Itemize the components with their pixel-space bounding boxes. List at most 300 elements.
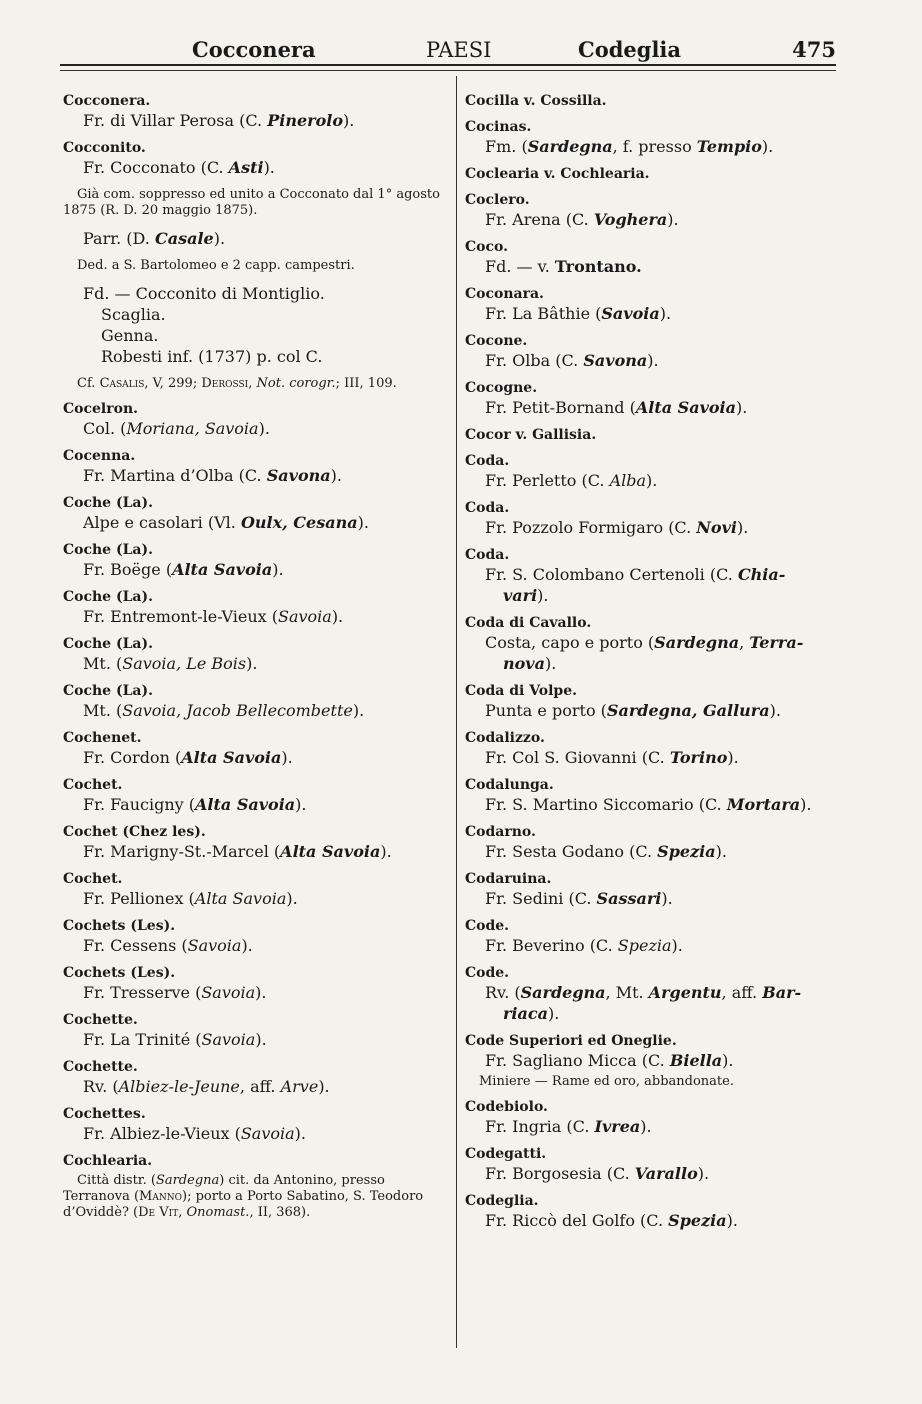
- text-segment: Fr. Faucigny (: [83, 795, 196, 814]
- text-segment: Fr. La Bâthie (: [485, 304, 602, 323]
- text-segment: ,: [248, 376, 257, 391]
- text-segment: vari: [503, 586, 538, 605]
- dictionary-entry: [465, 1146, 835, 1184]
- text-segment: Alba: [609, 471, 647, 490]
- text-segment: ).: [659, 304, 672, 323]
- dictionary-entry: [63, 93, 445, 131]
- entry-line: [465, 1163, 835, 1184]
- text-segment: Mt. (: [83, 654, 123, 673]
- entry-line: [465, 303, 835, 324]
- entry-headword: Code.: [465, 965, 510, 981]
- entry-headword: Coche (La).: [63, 589, 154, 605]
- text-segment: De Vit: [138, 1205, 179, 1220]
- text-segment: nova: [503, 654, 545, 673]
- text-segment: Rv. (: [83, 1077, 119, 1096]
- text-segment: Cf.: [77, 376, 100, 391]
- dictionary-entry: [63, 1059, 445, 1097]
- entry-note: [63, 1173, 445, 1221]
- entry-headword: Coche (La).: [63, 636, 154, 652]
- text-segment: Mt. (: [83, 701, 123, 720]
- dictionary-entry: [465, 239, 835, 277]
- entry-line: [63, 1123, 445, 1144]
- right-column: [465, 93, 835, 1231]
- text-segment: ).: [255, 983, 267, 1002]
- text-segment: Savoia, Le Bois: [122, 654, 247, 673]
- text-segment: ).: [726, 1211, 738, 1230]
- entry-headword: Cochlearia.: [63, 1153, 153, 1169]
- text-segment: Fr. Arena (C.: [485, 210, 594, 229]
- text-segment: Sardegna: [654, 633, 740, 652]
- header-rule-thin: [60, 70, 836, 71]
- entry-line: [63, 1029, 445, 1050]
- dictionary-entry: [465, 871, 835, 909]
- text-segment: Alta Savoia: [280, 842, 381, 861]
- entry-line: [63, 346, 445, 367]
- text-segment: ).: [800, 795, 812, 814]
- text-segment: Fr. Borgosesia (C.: [485, 1164, 635, 1183]
- left-column: [63, 93, 445, 1221]
- entry-headword: Coda di Cavallo.: [465, 615, 592, 631]
- text-segment: , f. presso: [612, 137, 697, 156]
- text-segment: ).: [667, 210, 679, 229]
- entry-line: [63, 653, 445, 674]
- entry-headword: Cocone.: [465, 333, 528, 349]
- text-segment: Sardegna: [155, 1173, 220, 1188]
- dictionary-entry: [465, 730, 835, 768]
- dictionary-entry: [63, 1012, 445, 1050]
- text-segment: ).: [727, 748, 739, 767]
- dictionary-entry: [465, 192, 835, 230]
- text-segment: ).: [272, 560, 284, 579]
- text-segment: Manno: [139, 1189, 182, 1204]
- entry-line: [465, 350, 835, 371]
- text-segment: ).: [286, 889, 298, 908]
- entry-headword: Cochette.: [63, 1059, 138, 1075]
- text-segment: Fr. Cessens (: [83, 936, 188, 955]
- entry-line: [465, 794, 835, 815]
- dictionary-entry: [63, 965, 445, 1003]
- entry-line: [63, 228, 445, 249]
- entry-line: [465, 564, 835, 585]
- dictionary-entry: [63, 730, 445, 768]
- column-divider: [456, 76, 457, 1348]
- text-segment: Savoia, Jacob Bellecombette: [122, 701, 353, 720]
- entry-headword: Code Superiori ed Oneglie.: [465, 1033, 677, 1049]
- entry-line: [465, 585, 835, 606]
- text-segment: Punta e porto (: [485, 701, 607, 720]
- text-segment: ).: [671, 936, 683, 955]
- text-segment: Biella: [669, 1051, 723, 1070]
- entry-line: [63, 110, 445, 131]
- dictionary-entry: [63, 495, 445, 533]
- text-segment: Chia-: [737, 565, 786, 584]
- entry-line: [465, 470, 835, 491]
- entry-line: [63, 794, 445, 815]
- dictionary-entry: [465, 824, 835, 862]
- dictionary-entry: [63, 824, 445, 862]
- text-segment: Casale: [154, 229, 214, 248]
- entry-headword: Coclearia v. Cochlearia.: [465, 166, 650, 182]
- text-segment: , aff.: [721, 983, 763, 1002]
- text-segment: Onomast.: [186, 1205, 250, 1220]
- text-segment: Fr. Sesta Godano (C.: [485, 842, 658, 861]
- text-segment: ).: [697, 1164, 710, 1183]
- text-segment: Spezia: [617, 936, 672, 955]
- entry-line: [63, 283, 445, 304]
- text-segment: , aff.: [239, 1077, 281, 1096]
- dictionary-entry: [465, 333, 835, 371]
- text-segment: Fd. — v.: [485, 257, 555, 276]
- entry-line: [63, 1076, 445, 1097]
- text-segment: Fr. Riccò del Golfo (C.: [485, 1211, 669, 1230]
- entry-line: [465, 935, 835, 956]
- text-segment: Savoia: [201, 983, 256, 1002]
- dictionary-entry: [465, 547, 835, 606]
- entry-line: [465, 700, 835, 721]
- text-segment: Fr. S. Martino Siccomario (C.: [485, 795, 727, 814]
- entry-headword: Cochets (Les).: [63, 918, 176, 934]
- text-segment: ; III, 109.: [335, 376, 397, 391]
- entry-line: [63, 888, 445, 909]
- header-right-word: Codeglia: [578, 37, 682, 62]
- entry-line: [63, 465, 445, 486]
- entry-line: [63, 559, 445, 580]
- text-segment: Savoia: [240, 1124, 295, 1143]
- text-segment: Terra-: [749, 633, 804, 652]
- text-segment: Torino: [669, 748, 728, 767]
- entry-line: [465, 841, 835, 862]
- dictionary-entry: [465, 453, 835, 491]
- text-segment: Sassari: [596, 889, 662, 908]
- dictionary-entry: [63, 228, 445, 249]
- text-segment: ).: [246, 654, 258, 673]
- text-segment: ).: [544, 654, 557, 673]
- entry-headword: Cochettes.: [63, 1106, 146, 1122]
- text-segment: Fr. Petit-Bornand (: [485, 398, 636, 417]
- dictionary-entry: [63, 258, 445, 274]
- entry-headword: Cocor v. Gallisia.: [465, 427, 597, 443]
- text-segment: Pinerolo: [267, 111, 344, 130]
- text-segment: ).: [380, 842, 392, 861]
- text-segment: Robesti inf. (1737) p. col C.: [101, 347, 323, 366]
- text-segment: Oulx, Cesana: [240, 513, 358, 532]
- text-segment: ).: [241, 936, 253, 955]
- text-segment: ).: [213, 229, 226, 248]
- dictionary-entry: [63, 1153, 445, 1221]
- dictionary-entry: [465, 166, 835, 183]
- dictionary-entry: [63, 589, 445, 627]
- page-number: 475: [792, 37, 836, 62]
- dictionary-entry: [63, 871, 445, 909]
- header-left-word: Cocconera: [192, 37, 316, 62]
- entry-headword: Cocilla v. Cossilla.: [465, 93, 607, 109]
- entry-line: [63, 606, 445, 627]
- dictionary-entry: [63, 683, 445, 721]
- text-segment: Savoia: [187, 936, 242, 955]
- entry-line: [63, 512, 445, 533]
- dictionary-entry: [465, 1033, 835, 1090]
- entry-headword: Cocinas.: [465, 119, 532, 135]
- entry-headword: Codalizzo.: [465, 730, 545, 746]
- text-segment: Fr. Pellionex (: [83, 889, 195, 908]
- entry-line: [465, 632, 835, 653]
- dictionary-entry: [63, 401, 445, 439]
- text-segment: ).: [295, 795, 307, 814]
- entry-headword: Coda.: [465, 453, 510, 469]
- dictionary-entry: [465, 286, 835, 324]
- entry-headword: Cochet (Chez les).: [63, 824, 206, 840]
- dictionary-entry: [63, 542, 445, 580]
- text-segment: Fr. S. Colombano Certenoli (C.: [485, 565, 738, 584]
- entry-line: [63, 841, 445, 862]
- text-segment: Savoia: [277, 607, 332, 626]
- text-segment: Rv. (: [485, 983, 521, 1002]
- entry-line: [63, 418, 445, 439]
- entry-line: [465, 1210, 835, 1231]
- text-segment: ).: [357, 513, 369, 532]
- text-segment: Fr. Col S. Giovanni (C.: [485, 748, 670, 767]
- dictionary-entry: [465, 965, 835, 1024]
- text-segment: Argentu: [648, 983, 722, 1002]
- text-segment: , Mt.: [605, 983, 649, 1002]
- text-segment: , II, 368).: [249, 1205, 311, 1220]
- text-segment: Alta Savoia: [635, 398, 736, 417]
- text-segment: ).: [735, 398, 748, 417]
- dictionary-entry: [63, 376, 445, 392]
- text-segment: ).: [343, 111, 355, 130]
- dictionary-entry: [63, 1106, 445, 1144]
- text-segment: Savona: [266, 466, 331, 485]
- text-segment: Fr. La Trinité (: [83, 1030, 202, 1049]
- entry-line: [63, 982, 445, 1003]
- entry-line: [63, 747, 445, 768]
- dictionary-entry: [465, 119, 835, 157]
- entry-line: [465, 136, 835, 157]
- dictionary-entry: [465, 427, 835, 444]
- text-segment: ).: [263, 158, 275, 177]
- entry-headword: Code.: [465, 918, 510, 934]
- text-segment: ).: [715, 842, 727, 861]
- entry-note: [63, 187, 445, 219]
- entry-line: [465, 256, 835, 277]
- text-segment: Tempio: [696, 137, 762, 156]
- text-segment: Savona: [583, 351, 648, 370]
- entry-headword: Coche (La).: [63, 683, 154, 699]
- text-segment: Spezia: [668, 1211, 727, 1230]
- text-segment: Trontano.: [554, 257, 642, 276]
- entry-line: [465, 747, 835, 768]
- entry-headword: Cochet.: [63, 777, 123, 793]
- dictionary-entry: [63, 187, 445, 219]
- text-segment: Sardegna: [527, 137, 613, 156]
- text-segment: ).: [294, 1124, 306, 1143]
- entry-line: [465, 1050, 835, 1071]
- text-segment: ).: [647, 351, 659, 370]
- entry-headword: Cocconito.: [63, 140, 146, 156]
- entry-headword: Coco.: [465, 239, 508, 255]
- text-segment: Moriana, Savoia: [126, 419, 259, 438]
- entry-note: [465, 1074, 835, 1090]
- dictionary-entry: [63, 140, 445, 178]
- dictionary-entry: [465, 683, 835, 721]
- text-segment: Bar-: [762, 983, 802, 1002]
- entry-headword: Coche (La).: [63, 495, 154, 511]
- header-rule-thick: [60, 64, 836, 66]
- entry-headword: Cochets (Les).: [63, 965, 176, 981]
- text-segment: Fr. Sagliano Micca (C.: [485, 1051, 670, 1070]
- text-segment: Sardegna, Gallura: [606, 701, 770, 720]
- text-segment: ).: [646, 471, 658, 490]
- text-segment: Alta Savoia: [195, 795, 296, 814]
- text-segment: Fr. Albiez-le-Vieux (: [83, 1124, 241, 1143]
- text-segment: Savoia: [201, 1030, 256, 1049]
- text-segment: Fd. — Cocconito di Montiglio.: [83, 284, 325, 303]
- text-segment: Spezia: [657, 842, 716, 861]
- entry-line: [465, 1116, 835, 1137]
- text-segment: ).: [537, 586, 549, 605]
- entry-line: [465, 982, 835, 1003]
- text-segment: ).: [331, 607, 344, 626]
- text-segment: Fr. di Villar Perosa (C.: [83, 111, 268, 130]
- text-segment: riaca: [503, 1004, 548, 1023]
- entry-headword: Coda di Volpe.: [465, 683, 577, 699]
- entry-note: [63, 258, 445, 274]
- entry-headword: Cochenet.: [63, 730, 142, 746]
- entry-headword: Codebiolo.: [465, 1099, 548, 1115]
- entry-headword: Codalunga.: [465, 777, 554, 793]
- entry-line: [465, 653, 835, 674]
- dictionary-entry: [465, 380, 835, 418]
- text-segment: Col. (: [83, 419, 127, 438]
- dictionary-entry: [63, 448, 445, 486]
- entry-headword: Cocenna.: [63, 448, 136, 464]
- text-segment: Sardegna: [520, 983, 606, 1002]
- dictionary-entry: [63, 918, 445, 956]
- text-segment: Not. corogr.: [256, 376, 336, 391]
- entry-headword: Codaruina.: [465, 871, 552, 887]
- text-segment: ).: [722, 1051, 734, 1070]
- text-segment: Alta Savoia: [172, 560, 273, 579]
- text-segment: Fr. Perletto (C.: [485, 471, 610, 490]
- text-segment: Derossi: [201, 376, 249, 391]
- running-header: [60, 38, 836, 72]
- text-segment: Genna.: [101, 326, 159, 345]
- text-segment: Fr. Olba (C.: [485, 351, 584, 370]
- entry-headword: Coda.: [465, 547, 510, 563]
- text-segment: Novi: [696, 518, 737, 537]
- text-segment: ).: [661, 889, 673, 908]
- text-segment: ).: [330, 466, 342, 485]
- text-segment: ).: [761, 137, 774, 156]
- text-segment: Fr. Entremont-le-Vieux (: [83, 607, 278, 626]
- text-segment: ).: [769, 701, 781, 720]
- text-segment: ).: [547, 1004, 560, 1023]
- text-segment: ).: [352, 701, 365, 720]
- text-segment: Alpe e casolari (Vl.: [83, 513, 241, 532]
- text-segment: ) cit. da Antonino, presso Terranova (: [63, 1173, 385, 1204]
- text-segment: Ded. a S. Bartolomeo e 2 capp. campestri.: [77, 258, 355, 273]
- text-segment: Fr. Cocconato (C.: [83, 158, 229, 177]
- entry-line: [63, 935, 445, 956]
- text-segment: ).: [258, 419, 270, 438]
- entry-headword: Codegatti.: [465, 1146, 547, 1162]
- text-segment: Savoia: [601, 304, 660, 323]
- dictionary-entry: [63, 283, 445, 367]
- text-segment: Fr. Martina d’Olba (C.: [83, 466, 267, 485]
- text-segment: Miniere — Rame ed oro, abbandonate.: [479, 1074, 734, 1089]
- text-segment: Albiez-le-Jeune: [118, 1077, 240, 1096]
- dictionary-entry: [465, 777, 835, 815]
- text-segment: , V, 299;: [144, 376, 202, 391]
- header-center-word: PAESI: [426, 38, 492, 62]
- text-segment: ,: [178, 1205, 187, 1220]
- entry-headword: Cochette.: [63, 1012, 138, 1028]
- text-segment: Fr. Tresserve (: [83, 983, 202, 1002]
- text-segment: Alta Savoia: [181, 748, 282, 767]
- text-segment: Ivrea: [594, 1117, 641, 1136]
- dictionary-entry: [465, 1099, 835, 1137]
- text-segment: ).: [736, 518, 749, 537]
- entry-line: [63, 325, 445, 346]
- entry-line: [465, 1003, 835, 1024]
- entry-note: [63, 376, 445, 392]
- text-segment: ).: [640, 1117, 652, 1136]
- dictionary-entry: [63, 777, 445, 815]
- text-segment: Fm. (: [485, 137, 528, 156]
- text-segment: Parr. (D.: [83, 229, 155, 248]
- entry-headword: Cocelron.: [63, 401, 138, 417]
- entry-line: [465, 397, 835, 418]
- text-segment: Fr. Marigny-St.-Marcel (: [83, 842, 281, 861]
- text-segment: Fr. Beverino (C.: [485, 936, 618, 955]
- text-segment: Varallo: [634, 1164, 698, 1183]
- dictionary-entry: [465, 93, 835, 110]
- dictionary-entry: [465, 1193, 835, 1231]
- entry-headword: Coche (La).: [63, 542, 154, 558]
- text-segment: Asti: [228, 158, 264, 177]
- text-segment: ,: [739, 633, 750, 652]
- entry-line: [465, 517, 835, 538]
- dictionary-entry: [465, 500, 835, 538]
- text-segment: Città distr. (: [77, 1173, 156, 1188]
- entry-headword: Cochet.: [63, 871, 123, 887]
- text-segment: Casalis: [99, 376, 145, 391]
- text-segment: ); porto a Porto Sabatino, S. Teodoro d’Oviddè? (: [63, 1189, 424, 1220]
- text-segment: ).: [281, 748, 293, 767]
- entry-headword: Coda.: [465, 500, 510, 516]
- text-segment: ).: [255, 1030, 267, 1049]
- text-segment: Alta Savoia: [194, 889, 287, 908]
- text-segment: ).: [318, 1077, 330, 1096]
- entry-headword: Cocconera.: [63, 93, 151, 109]
- text-segment: Mortara: [726, 795, 801, 814]
- entry-line: [63, 304, 445, 325]
- text-segment: Fr. Ingria (C.: [485, 1117, 595, 1136]
- text-segment: Già com. soppresso ed unito a Cocconato dal 1° agosto 1875 (R. D. 20 maggio 1875).: [63, 187, 440, 218]
- text-segment: Costa, capo e porto (: [485, 633, 655, 652]
- entry-line: [63, 700, 445, 721]
- text-segment: Voghera: [593, 210, 668, 229]
- text-segment: Fr. Boëge (: [83, 560, 173, 579]
- text-segment: Fr. Cordon (: [83, 748, 182, 767]
- entry-headword: Cocogne.: [465, 380, 538, 396]
- entry-headword: Codeglia.: [465, 1193, 539, 1209]
- entry-headword: Codarno.: [465, 824, 536, 840]
- entry-line: [63, 157, 445, 178]
- entry-headword: Coclero.: [465, 192, 530, 208]
- text-segment: Fr. Sedini (C.: [485, 889, 597, 908]
- entry-line: [465, 888, 835, 909]
